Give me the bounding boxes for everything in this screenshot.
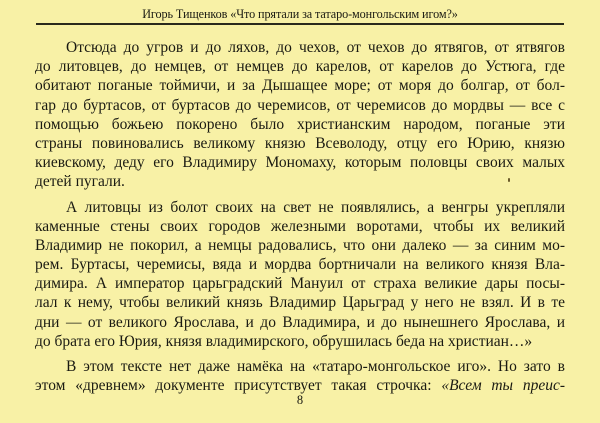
paragraph-2 xyxy=(35,198,565,352)
header-divider xyxy=(36,23,564,25)
paragraph-1 xyxy=(35,38,565,192)
text-line: рем. Буртасы, черемисы, вяда и мордва бортничали на великого князя Вла- xyxy=(35,256,565,274)
text-line: А литовцы из болот своих на свет не появлялись, а венгры укрепляли xyxy=(66,198,565,216)
text-line: лал к нему, чтобы великий князь Владимир Царьград у него не взял. И в те xyxy=(35,294,565,312)
text-line: Отсюда до угров и до ляхов, до чехов, от чехов до ятвягов, от ятвягов xyxy=(66,39,565,56)
text-line: В этом тексте нет даже намёка на «татаро-монгольское иго». Но зато в xyxy=(66,358,565,375)
text-line: каменные стены своих городов железными воротами, чтобы их великий xyxy=(35,217,565,235)
body-text xyxy=(35,38,565,395)
text-line: страны повиновались великому князю Всеволоду, отцу его Юрию, князю xyxy=(35,134,565,152)
text-line: димира. А император царьградский Мануил от страха великие дары посы- xyxy=(35,275,565,293)
print-speck xyxy=(508,178,510,182)
text-line: обитают поганые тоймичи, и за Дышащее море; от моря до болгар, от бол- xyxy=(35,77,565,95)
text-line: дни — от великого Ярослава, и до Владимира, и до нынешнего Ярослава, и xyxy=(35,313,565,331)
text-line: детей пугали. xyxy=(35,173,125,191)
text-line: гар до буртасов, от буртасов до черемисов, от черемисов до мордвы — все с xyxy=(35,96,565,114)
page-number: 8 xyxy=(296,393,304,407)
text-line: Владимир не покорил, а немцы радовались, что они далеко — за синим мо- xyxy=(35,236,565,254)
text-line: киевскому, деду его Владимиру Мономаху, которым половцы своих малых xyxy=(35,154,565,172)
text-line-plain-part: этом «древнем» документе присутствует такая строчка: xyxy=(35,377,442,395)
paragraph-3 xyxy=(35,357,565,395)
text-line: до брата его Юрия, князя владимирского, обрушилась беда на христиан…» xyxy=(35,332,533,350)
running-title: Игорь Тищенков «Что прятали за татаро-монгольским игом?» xyxy=(142,7,458,21)
text-line: помощью божьею покорено было христианским народом, поганые эти xyxy=(35,115,565,133)
text-line: до литовцев, до немцев, от немцев до карелов, от карелов до Устюга, где xyxy=(35,58,565,76)
italic-quote: «Всем ты преис- xyxy=(441,377,565,395)
